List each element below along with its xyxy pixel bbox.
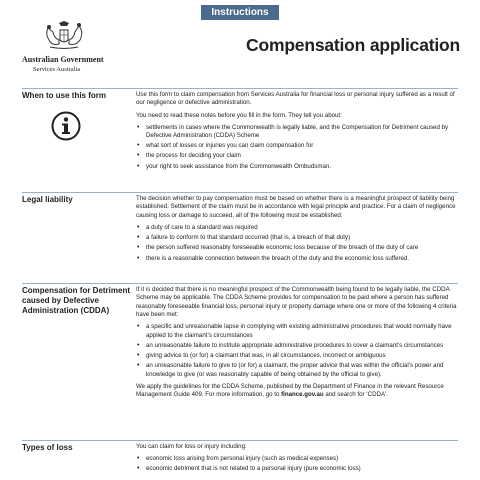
section-body-cdda xyxy=(136,286,459,403)
list-item: • what sort of losses or injuries you can claim compensation for xyxy=(136,142,459,150)
bullet-list xyxy=(136,455,459,474)
heading-line: Compensation for Detriment xyxy=(22,286,131,295)
divider xyxy=(22,192,458,193)
section-body-legal xyxy=(136,195,459,267)
list-item: • economic detriment that is not related to a personal injury (pure economic loss) xyxy=(136,465,459,473)
list-item: • settlements in cases where the Commonwealth is legally liable, and the Compensation for Detriment caused by Defective Administration (CDDA) Scheme xyxy=(136,124,459,141)
section-body-when xyxy=(136,91,459,175)
paragraph: The decision whether to pay compensation must be based on whether there is a meaningful prospect of liability being established. Settlement of the claim must be in accordance with legal principle and practice. For a claim of negligence causing loss or damage to succeed, all of the following must be established: xyxy=(136,195,456,219)
coat-of-arms-icon xyxy=(40,20,88,50)
paragraph: Use this form to claim compensation from Services Australia for financial loss or personal injury suffered as a result of our negligence or defective administration. xyxy=(136,91,455,107)
list-item: • giving advice to (or for) a claimant that was, in all circumstances, incorrect or ambiguous xyxy=(136,352,459,360)
form-title: Compensation application xyxy=(246,35,460,55)
list-item: • the process for deciding your claim xyxy=(136,152,459,160)
agency-name: Services Australia xyxy=(33,66,81,73)
list-item: • your right to seek assistance from the Commonwealth Ombudsman. xyxy=(136,163,459,171)
section-heading-when: When to use this form xyxy=(22,91,106,100)
list-item: • a specific and unreasonable lapse in complying with existing administrative procedures that would normally have applied to the claimant’s circumstances xyxy=(136,323,459,340)
paragraph xyxy=(136,383,459,400)
heading-line: Administration (CDDA) xyxy=(22,306,110,315)
list-item: • a failure to conform to that standard occurred (that is, a breach of that duty) xyxy=(136,234,459,242)
list-item: • an unreasonable failure to give to (or for) a claimant, the proper advice that was within the official’s power and knowledge to give (or was reasonably capable of being obtained by the official to give). xyxy=(136,362,459,379)
divider xyxy=(22,88,458,89)
list-item: • the person suffered reasonably foreseeable economic loss because of the breach of the duty of care xyxy=(136,244,459,252)
finance-link[interactable]: finance.gov.au xyxy=(281,391,324,399)
info-icon xyxy=(51,111,81,141)
bullet-list xyxy=(136,224,459,263)
instructions-tab: Instructions xyxy=(201,5,279,20)
section-heading-cdda xyxy=(22,286,130,316)
list-item: • there is a reasonable connection between the breach of the duty and the economic loss suffered. xyxy=(136,255,459,263)
list-item: • a duty of care to a standard was required xyxy=(136,224,459,232)
list-item: • economic loss arising from personal injury (such as medical expenses) xyxy=(136,455,459,463)
list-item: • an unreasonable failure to institute appropriate administrative procedures to cover a claimant’s circumstances xyxy=(136,342,459,350)
section-body-types xyxy=(136,443,459,477)
text-run: and search for ‘CDDA’. xyxy=(323,391,388,399)
paragraph: If it is decided that there is no meaningful prospect of the Commonwealth being found to be legally liable, the CDDA Scheme may be applicable. The CDDA Scheme provides for compensation to be paid where a person has suffered reasonably foreseeable financial loss, personal injury or property damage where one or more of the following 4 criteria have been met: xyxy=(136,286,457,319)
bullet-list xyxy=(136,323,459,379)
divider xyxy=(22,440,458,441)
section-heading-legal: Legal liability xyxy=(22,195,73,204)
government-name: Australian Government xyxy=(22,55,104,64)
text-run: We apply the guidelines for the CDDA Scheme, published by the Department of Finance in the relevant Resource Management Guide 409. For more information, go to xyxy=(136,382,444,399)
paragraph: You need to read these notes before you fill in the form. They tell you about: xyxy=(136,111,342,119)
paragraph: You can claim for loss or injury including: xyxy=(136,443,247,450)
heading-line: caused by Defective xyxy=(22,296,99,305)
section-heading-types: Types of loss xyxy=(22,443,73,452)
bullet-list xyxy=(136,124,459,171)
divider xyxy=(22,283,458,284)
